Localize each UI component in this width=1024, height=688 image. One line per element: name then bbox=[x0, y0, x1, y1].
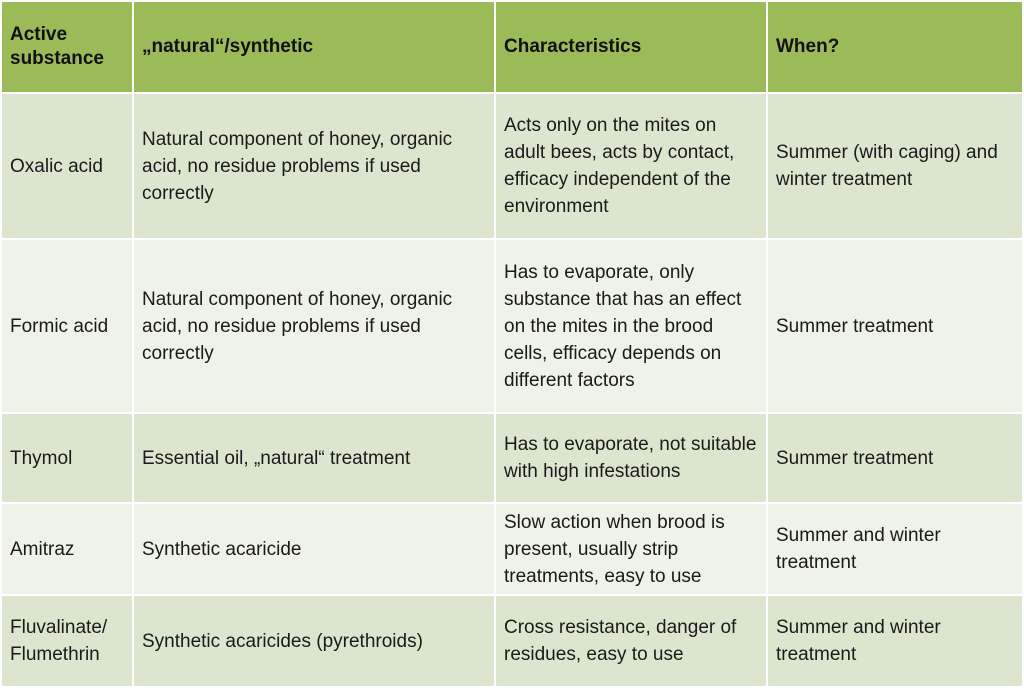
header-natural-synthetic: „natural“/synthetic bbox=[133, 1, 495, 93]
cell-characteristics: Has to evaporate, only substance that has an effect on the mites in the brood cells, efficacy depends on different factors bbox=[495, 239, 767, 413]
cell-characteristics: Cross resistance, danger of residues, easy to use bbox=[495, 595, 767, 687]
cell-origin: Natural component of honey, organic acid, no residue problems if used correctly bbox=[133, 239, 495, 413]
cell-when: Summer and winter treatment bbox=[767, 595, 1023, 687]
table-header bbox=[1, 1, 1023, 93]
header-when: When? bbox=[767, 1, 1023, 93]
table-row bbox=[1, 413, 1023, 503]
cell-substance: Formic acid bbox=[1, 239, 133, 413]
cell-origin: Essential oil, „natural“ treatment bbox=[133, 413, 495, 503]
cell-when: Summer and winter treatment bbox=[767, 503, 1023, 595]
cell-characteristics: Slow action when brood is present, usually strip treatments, easy to use bbox=[495, 503, 767, 595]
cell-substance: Amitraz bbox=[1, 503, 133, 595]
table-row bbox=[1, 503, 1023, 595]
table-row bbox=[1, 239, 1023, 413]
cell-substance: Oxalic acid bbox=[1, 93, 133, 239]
table-row bbox=[1, 93, 1023, 239]
header-active-substance: Active substance bbox=[1, 1, 133, 93]
header-row bbox=[1, 1, 1023, 93]
cell-origin: Natural component of honey, organic acid, no residue problems if used correctly bbox=[133, 93, 495, 239]
header-characteristics: Characteristics bbox=[495, 1, 767, 93]
table-row bbox=[1, 595, 1023, 687]
cell-substance: Fluvalinate/ Flumethrin bbox=[1, 595, 133, 687]
cell-origin: Synthetic acaricides (pyrethroids) bbox=[133, 595, 495, 687]
cell-substance: Thymol bbox=[1, 413, 133, 503]
cell-characteristics: Acts only on the mites on adult bees, acts by contact, efficacy independent of the environment bbox=[495, 93, 767, 239]
cell-when: Summer treatment bbox=[767, 413, 1023, 503]
cell-when: Summer (with caging) and winter treatment bbox=[767, 93, 1023, 239]
cell-when: Summer treatment bbox=[767, 239, 1023, 413]
table-body bbox=[1, 93, 1023, 687]
cell-characteristics: Has to evaporate, not suitable with high infestations bbox=[495, 413, 767, 503]
cell-origin: Synthetic acaricide bbox=[133, 503, 495, 595]
